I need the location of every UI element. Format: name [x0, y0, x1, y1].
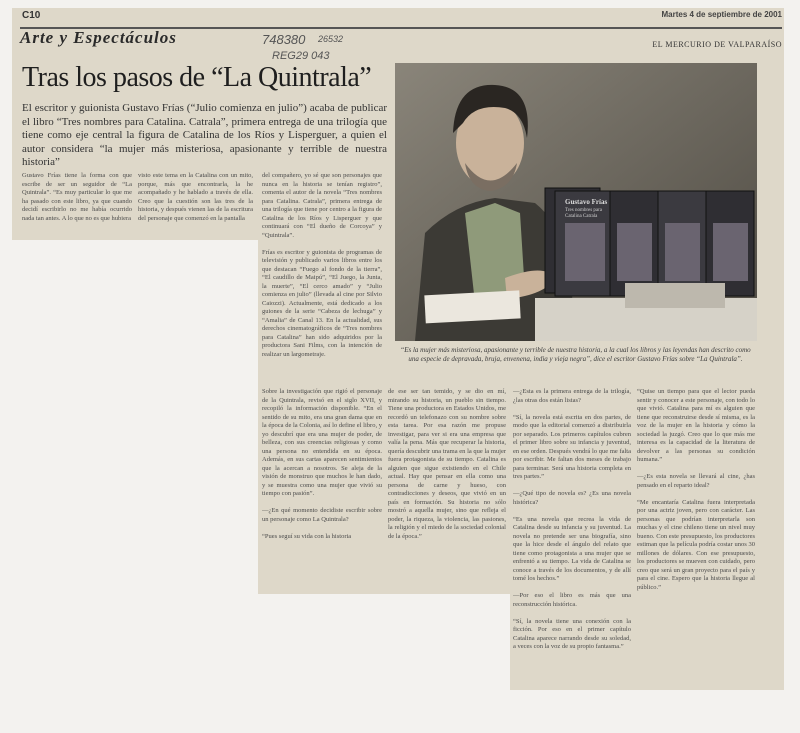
author-photo	[395, 63, 757, 341]
body-column-6: —¿Esta es la primera entrega de la trilogía, ¿las otras dos están listas? “Sí, la novela está escrita en dos partes, de modo que la editorial comenzó a distribuirla por separado. Los primeros capítulos cubren el primer libro sobre su infancia y juventud, en ese orden. Después vendrá lo que me falta por escribir. Me faltan dos meses de trabajo para terminar. Será una historia completa en tres partes.” —¿Qué tipo de novela es? ¿Es una novela histórica? “Es una novela que recrea la vida de Catalina desde su infancia y su juventud. La novela no pretende ser una biografía, sino que la hice desde el ángulo del relato que tiene como protagonista a una mujer que se enfrentó a su tiempo. La vida de Catalina se conoce a través de los documentos, y de allí tomé los hechos.” —Por eso el libro es más que una reconstrucción histórica. “Sí, la novela tiene una conexión con la ficción. Por eso en el primer capítulo Catalina aparece narrando desde su soledad, a veces con la voz de su propio fantasma.”	[513, 388, 631, 650]
page-number: C10	[22, 10, 41, 21]
book-cover-author: Gustavo Frías	[565, 198, 608, 206]
archive-number: 748380	[262, 32, 306, 47]
section-title: Arte y Espectáculos	[20, 28, 177, 47]
photo-caption: “Es la mujer más misteriosa, apasionante y terrible de nuestra historia, a la cual los libros y las leyendas han descrito como una especie de depravada, bruja, envenena, india y vieja negra”, dice el escritor Gustavo Frías sobre “La Quintrala”.	[400, 346, 751, 363]
archive-code: 26532	[318, 34, 344, 44]
body-column-2: visto este tema en la Catalina con un mito, porque, más que encontrarla, la he acompañado y he hablado a través de ella. Creo que la cuestión son las tres de la historia, y después vienen las de la escritura del personaje que comenzó en la pantalla	[138, 172, 253, 222]
body-column-5: de ese ser tan temido, y se dio en mí, mirando su historia, un pueblo sin tiempo. Tiene una productora en Estados Unidos, me recordó un telefonazo con su nombre sobre esta tarea. Por esa razón me propuse investigar, para ver si era una empresa que valía la pena. Más que recuperar la historia, quería descubrir una trama en la que la mujer fuera protagonista de su tiempo. Catalina es alguien que sigue existiendo en el Chile actual. Hay que pensar en ella como una persona de carne y hueso, con contradicciones y deseos, que vivió en un país en formación. Su historia no sólo mostró a aquella mujer, sino que refleja el poder, la riqueza, la violencia, las pasiones, la religión y el miedo de la sociedad colonial de la época.”	[388, 388, 506, 540]
body-column-1: Gustavo Frías tiene la forma con que escribe de ser un seguidor de “La Quintrala”. “Es muy particular lo que me ha pasado con este libro, ya que cuando decidí escribirlo no me había ocurrido nada tan antes. A lo que no es que hubiera	[22, 172, 132, 222]
publication-date: Martes 4 de septiembre de 2001	[661, 10, 782, 19]
body-column-4: Sobre la investigación que rigió el personaje de la Quintrala, revisó en el siglo XVII, y recopiló la información disponible. “En el sentido de su mito, era una gran dama que en la época de la Colonia, así lo define el libro, y yo descubrí que era una mujer de poder, de belleza, con sus creencias religiosas y como una persona no entendida en su época. Además, en sus cartas aparecen sentimientos que la acercan a nosotros. Se aleja de la visión de monstruo que muchos le han dado, y se muestra como una mujer que vivió su tiempo con pasión”. —¿En qué momento decidiste escribir sobre un personaje como La Quintrala? “Pues seguí su vida con la historia	[262, 388, 382, 540]
page-header	[20, 10, 782, 54]
article-lead: El escritor y guionista Gustavo Frías (“Julio comienza en julio”) acaba de publicar el libro “Tres nombres para Catalina. Catrala”, primera entrega de una trilogía que tiene como eje central la figura de Catalina de los Ríos y Lisperguer, a quien el autor considera “la mujer más misteriosa, apasionante y terrible de nuestra historia”	[22, 102, 387, 168]
body-column-7: “Quise un tiempo para que el lector pueda sentir y conocer a este personaje, con todo lo que vivió. Catalina para mí es alguien que tiene que reconstruirse desde sí misma, es la voz de la mujer en la historia y cómo la sociedad la juzgó. Creo que lo que más me interesa es la capacidad de la literatura de devolver a las personas su condición humana.” —¿Es esta novela se llevará al cine, ¿has pensado en el reparto ideal? “Me encantaría Catalina fuera interpretada por una actriz joven, pero con carácter. Las personas que podrían interpretarla son muchas y el cine chileno tiene un nivel muy bueno. Con este presupuesto, los productores estiman que la película podría costar unos 30 millones de dólares. Con ese presupuesto, los productores se mueven con cuidado, pero creo que será un gran proyecto para el país y para el cine. Espero que la historia llegue al público.”	[637, 388, 755, 591]
article-headline: Tras los pasos de “La Quintrala”	[22, 62, 372, 93]
body-column-3: del compañero, yo sé que son personajes que nunca en la historia se tenían registro”, comenta el autor de la novela “Tres nombres para Catalina. Catrala”, primera entrega de una trilogía que tiene por centro a la figura de Catalina de los Ríos y Lisperguer y que continuará con “El dueño de Corcoya” y “Quintrala”. Frías es escritor y guionista de programas de televisión y publicado varios libros entre los que destacan “Fuego al fondo de la tierra”, “El caudillo de Maipú”, “El Juego, la Junta, la muerte”, “El cerco amado” y “Julio comienza en julio” (llevada al cine por Silvio Caiozzi). Actualmente, está dedicado a los guiones de la serie “Cabeza de lechuga” y “Amalia” de Canal 13. En la actualidad, sus derechos cinematográficos de “Tres nombres para Catalina” han sido adquiridos por la productora Sani Films, con la intención de realizar un largometraje.	[262, 172, 382, 358]
newspaper-name: EL MERCURIO DE VALPARAÍSO	[652, 40, 782, 49]
book-cover-title: Tres nombres para Catalina Catrala	[565, 208, 603, 219]
archive-register: REG29 043	[272, 50, 330, 62]
